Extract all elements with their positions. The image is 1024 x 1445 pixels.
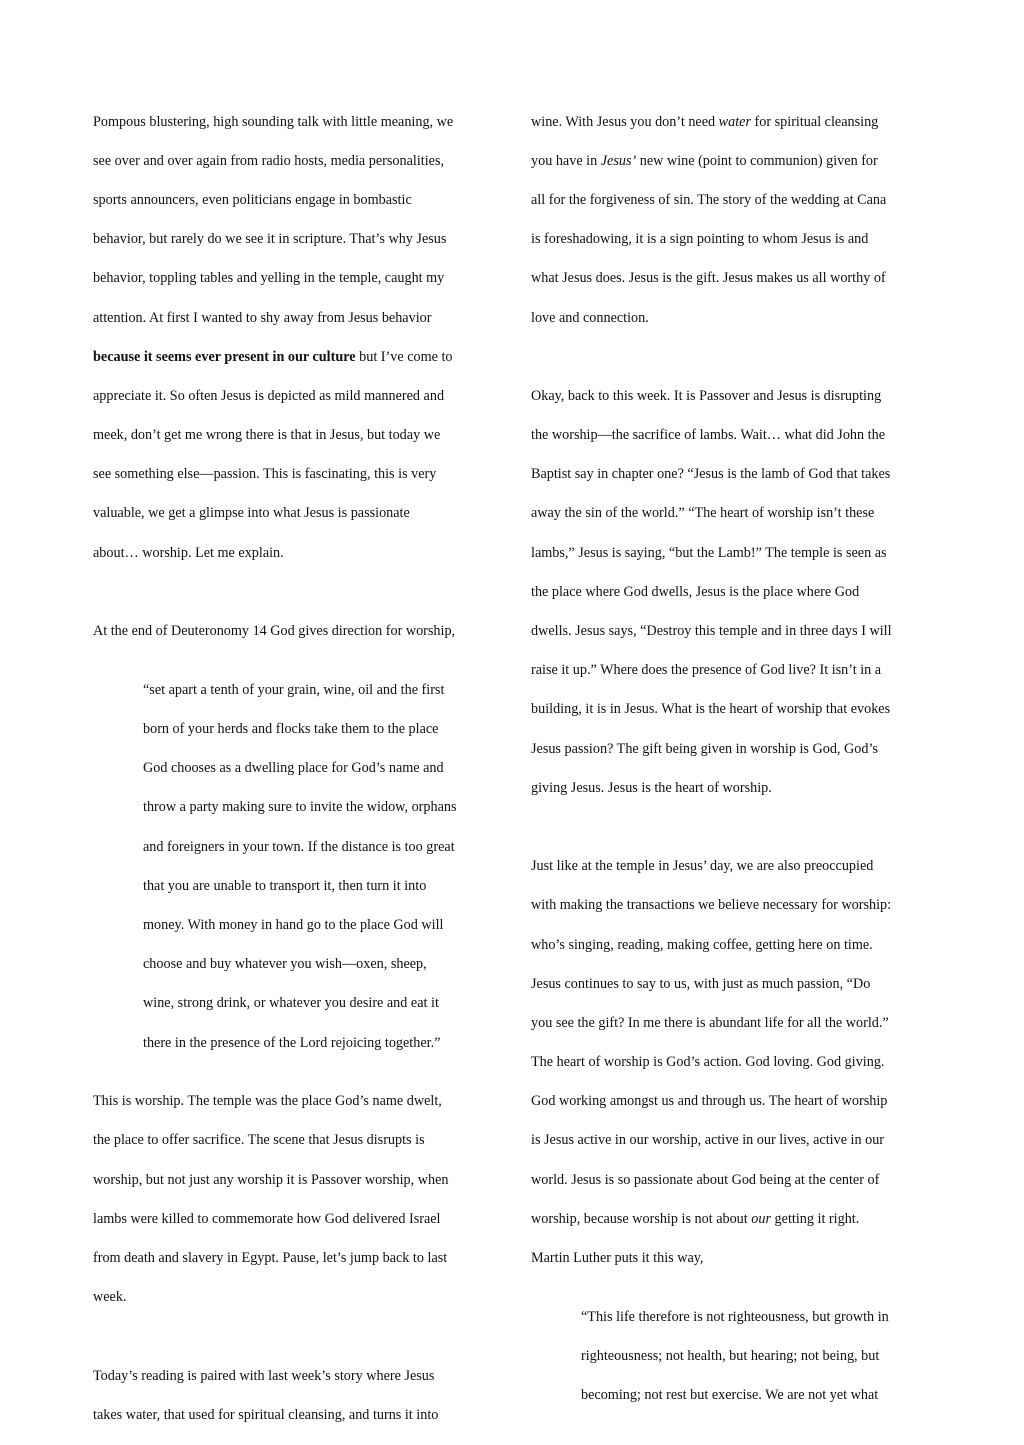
text-line: sports announcers, even politicians engage in bombastic <box>93 191 412 208</box>
text-line: Jesus continues to say to us, with just as much passion, “Do <box>531 975 871 992</box>
text-line: world. Jesus is so passionate about God being at the center of <box>531 1171 880 1188</box>
text-line: about… worship. Let me explain. <box>93 544 284 561</box>
text-line: Today’s reading is paired with last week’s story where Jesus <box>93 1367 435 1384</box>
text-line: Martin Luther puts it this way, <box>531 1250 704 1267</box>
paragraph-passover <box>531 367 931 818</box>
text-span: wine. With Jesus you don’t need <box>531 113 719 130</box>
text-line: Okay, back to this week. It is Passover and Jesus is disrupting <box>531 387 882 404</box>
block-quote-deuteronomy <box>93 661 493 1072</box>
text-span: for spiritual cleansing <box>751 113 879 130</box>
text-line: what Jesus does. Jesus is the gift. Jesus makes us all worthy of <box>531 270 886 287</box>
text-line: the place where God dwells, Jesus is the place where God <box>531 583 860 600</box>
text-line: attention. At first I wanted to shy away from Jesus behavior <box>93 309 432 326</box>
text-line <box>531 152 931 172</box>
italic-word: Jesus’ <box>600 152 637 169</box>
text-line: worship, but not just any worship it is Passover worship, when <box>93 1171 449 1188</box>
text-line: is Jesus active in our worship, active in our lives, active in our <box>531 1132 885 1149</box>
quote-line: money. With money in hand go to the place God will <box>143 916 444 933</box>
text-line: giving Jesus. Jesus is the heart of worship. <box>531 779 772 796</box>
text-line: who’s singing, reading, making coffee, getting here on time. <box>531 936 873 953</box>
text-line: see over and over again from radio hosts, media personalities, <box>93 152 445 169</box>
text-line: Jesus passion? The gift being given in worship is God, God’s <box>531 740 878 757</box>
text-line: At the end of Deuteronomy 14 God gives direction for worship, <box>93 623 456 640</box>
paragraph-wine <box>531 93 931 348</box>
quote-line: there in the presence of the Lord rejoicing together.” <box>143 1034 441 1051</box>
quote-line: and foreigners in your town. If the distance is too great <box>143 838 455 855</box>
text-span: getting it right. <box>771 1210 860 1227</box>
right-column <box>531 93 931 1425</box>
paragraph-gap <box>93 1327 493 1347</box>
quote-line: “set apart a tenth of your grain, wine, oil and the first <box>143 681 445 698</box>
paragraph-gap <box>531 348 931 368</box>
text-span: new wine (point to communion) given for <box>636 152 878 169</box>
text-line: away the sin of the world.” “The heart of worship isn’t these <box>531 505 875 522</box>
italic-word: water <box>718 113 751 130</box>
text-line: Just like at the temple in Jesus’ day, we are also preoccupied <box>531 858 874 875</box>
text-line: This is worship. The temple was the place God’s name dwelt, <box>93 1093 442 1110</box>
text-line: behavior, but rarely do we see it in scripture. That’s why Jesus <box>93 231 447 248</box>
text-line <box>93 348 493 368</box>
text-line: raise it up.” Where does the presence of God live? It isn’t in a <box>531 662 882 679</box>
text-line <box>531 1210 931 1230</box>
paragraph-gap <box>531 818 931 838</box>
block-quote-luther <box>531 1288 931 1425</box>
quote-line: choose and buy whatever you wish—oxen, sheep, <box>143 956 427 973</box>
text-line: week. <box>93 1289 127 1306</box>
text-line <box>531 113 931 133</box>
text-line: building, it is in Jesus. What is the heart of worship that evokes <box>531 701 891 718</box>
paragraph-temple-transactions <box>531 838 931 1289</box>
quote-line: born of your herds and flocks take them to the place <box>143 721 439 737</box>
text-line: behavior, toppling tables and yelling in the temple, caught my <box>93 270 445 287</box>
text-line: is foreshadowing, it is a sign pointing to whom Jesus is and <box>531 231 869 248</box>
quote-line: wine, strong drink, or whatever you desire and eat it <box>143 995 439 1012</box>
paragraph-todays-reading <box>93 1347 493 1445</box>
text-line: you see the gift? In me there is abundant life for all the world.” <box>531 1014 889 1031</box>
text-span: you have in <box>531 152 601 169</box>
text-line: lambs,” Jesus is saying, “but the Lamb!” The temple is seen as <box>531 544 887 561</box>
quote-line: God chooses as a dwelling place for God’s name and <box>143 760 444 777</box>
quote-line: righteousness; not health, but hearing; not being, but <box>581 1348 880 1364</box>
text-line: all for the forgiveness of sin. The story of the wedding at Cana <box>531 191 887 208</box>
quote-line: becoming; not rest but exercise. We are not yet what <box>581 1387 879 1404</box>
text-line: Pompous blustering, high sounding talk with little meaning, we <box>93 113 454 130</box>
paragraph-deuteronomy <box>93 602 493 661</box>
paragraph-this-is-worship <box>93 1073 493 1328</box>
paragraph-pompous <box>93 93 493 583</box>
text-line: dwells. Jesus says, “Destroy this temple and in three days I will <box>531 623 892 640</box>
text-line: meek, don’t get me wrong there is that in Jesus, but today we <box>93 427 441 444</box>
text-line: the worship—the sacrifice of lambs. Wait… what did John the <box>531 427 885 444</box>
text-line: love and connection. <box>531 309 649 326</box>
text-span: but I’ve come to <box>355 348 453 365</box>
paragraph-gap <box>93 583 493 603</box>
text-line: The heart of worship is God’s action. God loving. God giving. <box>531 1054 885 1071</box>
text-line: lambs were killed to commemorate how God delivered Israel <box>93 1210 441 1227</box>
text-line: Baptist say in chapter one? “Jesus is the lamb of God that takes <box>531 466 891 483</box>
quote-line: “This life therefore is not righteousness, but growth in <box>581 1308 889 1325</box>
text-line: see something else—passion. This is fascinating, this is very <box>93 466 437 483</box>
left-column <box>93 93 493 1445</box>
text-line: appreciate it. So often Jesus is depicted as mild mannered and <box>93 387 445 404</box>
italic-word: our <box>751 1210 771 1227</box>
text-line: with making the transactions we believe necessary for worship: <box>531 897 892 914</box>
quote-line: that you are unable to transport it, then turn it into <box>143 877 427 894</box>
text-span: worship, because worship is not about <box>531 1210 752 1227</box>
bold-phrase: because it seems ever present in our culture <box>93 348 356 365</box>
text-line: takes water, that used for spiritual cleansing, and turns it into <box>93 1406 439 1423</box>
text-line: God working amongst us and through us. The heart of worship <box>531 1093 888 1110</box>
text-line: valuable, we get a glimpse into what Jesus is passionate <box>93 505 410 522</box>
text-line: the place to offer sacrifice. The scene that Jesus disrupts is <box>93 1132 425 1149</box>
text-line: from death and slavery in Egypt. Pause, let’s jump back to last <box>93 1250 448 1267</box>
quote-line: throw a party making sure to invite the widow, orphans <box>143 799 457 816</box>
